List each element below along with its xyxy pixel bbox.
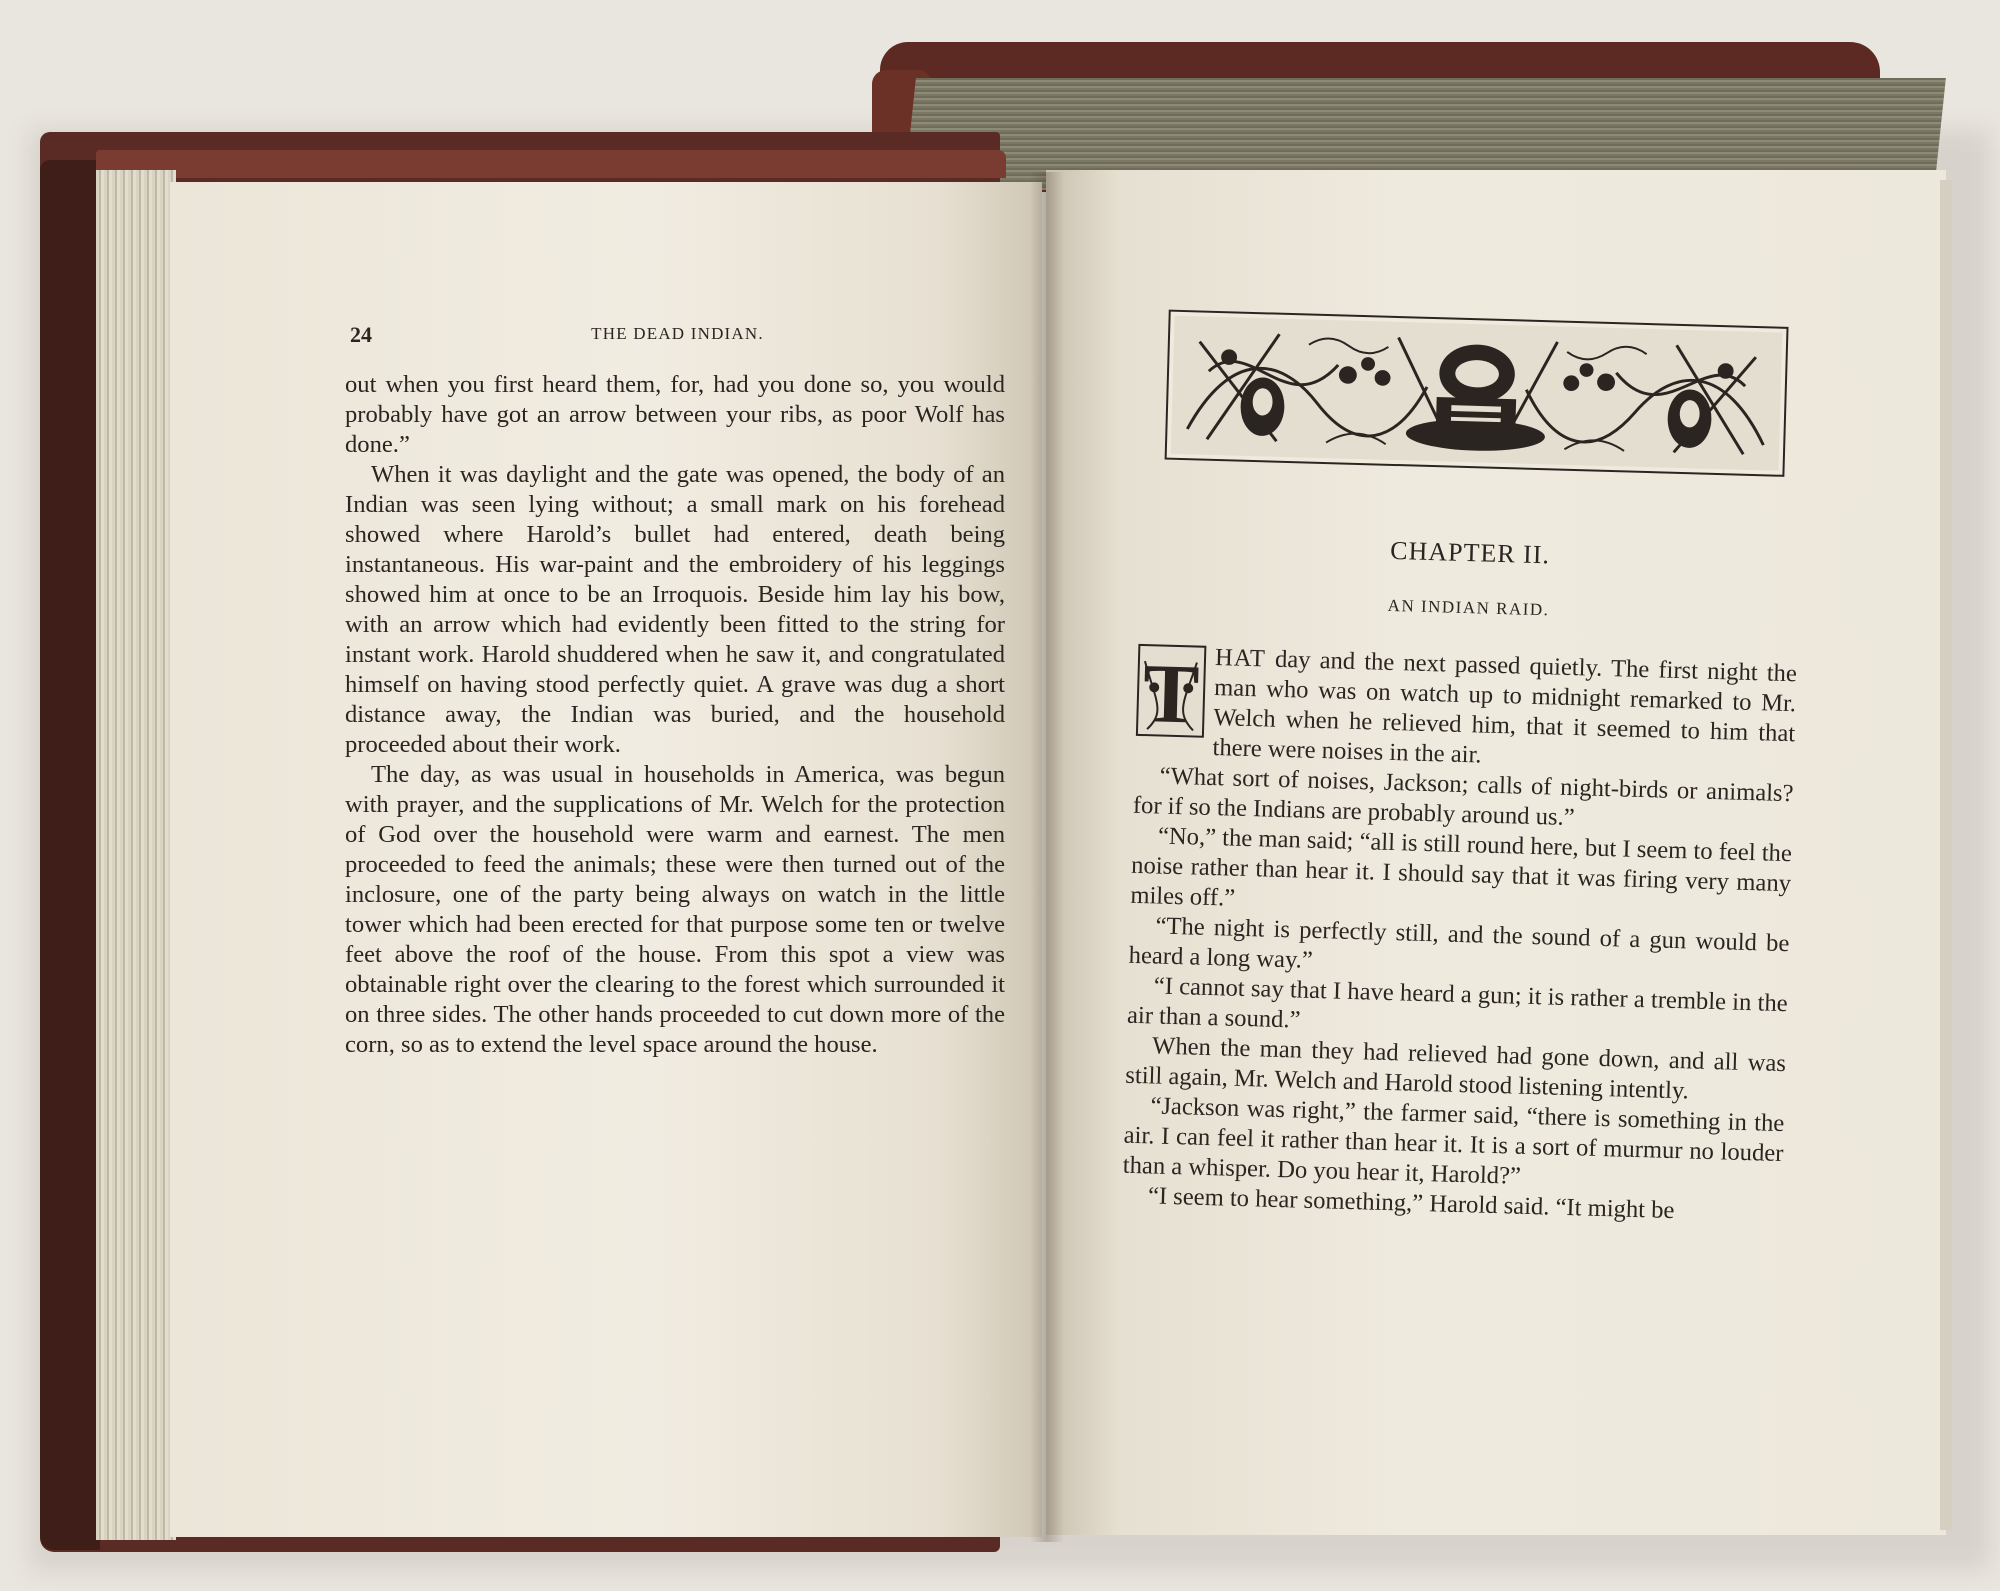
drop-cap-letter: T bbox=[1141, 647, 1201, 739]
chapter-title: CHAPTER II. bbox=[1389, 535, 1551, 570]
page-number: 24 bbox=[350, 322, 372, 347]
first-paragraph bbox=[1212, 643, 1797, 779]
chapter-subtitle: AN INDIAN RAID. bbox=[1387, 595, 1550, 620]
left-page-body bbox=[345, 370, 1005, 1060]
paragraph: “What sort of noises, Jackson; calls of night-birds or animals? for if so the Indians are probably around us.” bbox=[1132, 762, 1794, 832]
left-page-edges bbox=[96, 170, 176, 1540]
first-paragraph-text: day and the next passed quietly. The first night the man who was on watch up to midnight remarked to Mr. Welch when he relieved him, that it seemed to him that there were noises in the air. bbox=[1212, 645, 1798, 769]
book-gutter bbox=[1030, 172, 1064, 1542]
right-page-body bbox=[1122, 641, 1798, 1229]
paragraph: “I cannot say that I have heard a gun; it is rather a tremble in the air than a sound.” bbox=[1126, 972, 1789, 1034]
right-page-outer-edge bbox=[1940, 180, 1952, 1530]
paragraph: The day, as was usual in households in America, was begun with prayer, and the supplications of Mr. Welch for the protection of God over the household were warm and earnest. The men proceeded to feed the animals; these were then turned out of the inclosure, one of the party being always on watch in the little tower which had been erected for that purpose some ten or twelve feet above the roof of the house. From this spot a view was obtainable right over the clearing to the forest which surrounded it on three sides. The other hands proceeded to cut down more of the corn, so as to extend the level space around the house. bbox=[345, 761, 1005, 1058]
left-running-head bbox=[350, 322, 1005, 352]
left-cover-top-edge bbox=[96, 150, 1006, 178]
first-word: HAT bbox=[1214, 644, 1267, 673]
paragraph: out when you first heard them, for, had you done so, you would probably have got an arrow between your ribs, as poor Wolf has done.” bbox=[345, 371, 1005, 458]
paragraph: “No,” the man said; “all is still round here, but I seem to feel the noise rather than hear it. I should say that it was firing very many miles off.” bbox=[1130, 822, 1793, 912]
paragraph: When it was daylight and the gate was opened, the body of an Indian was seen lying without; a small mark on his forehead showed where Harold’s bullet had entered, death being instantaneous. His war-paint and the embroidery of his leggings showed him at once to be an Irroquois. Beside him lay his bow, with an arrow which had evidently been fitted to the string for instant work. Harold shuddered when he saw it, and congratulated himself on having stood perfectly quiet. A grave was dug a short distance away, the Indian was buried, and the household proceeded about their work. bbox=[345, 461, 1005, 758]
paragraph: “Jackson was right,” the farmer said, “there is something in the air. I can feel it rather than hear it. It is a sort of murmur no louder than a whisper. Do you hear it, Harold?” bbox=[1122, 1092, 1785, 1190]
paragraph: When the man they had relieved had gone down, and all was still again, Mr. Welch and Harold stood listening intently. bbox=[1125, 1032, 1787, 1105]
headpiece-engraving bbox=[1167, 312, 1787, 475]
right-page-content bbox=[1117, 309, 1806, 1377]
left-cover-spine-edge bbox=[40, 160, 100, 1550]
paragraph: “I seem to hear something,” Harold said. “It might be bbox=[1147, 1182, 1675, 1225]
ornamental-headpiece bbox=[1165, 310, 1789, 477]
paragraph: “The night is perfectly still, and the sound of a gun would be heard a long way.” bbox=[1128, 912, 1790, 974]
running-head-title: THE DEAD INDIAN. bbox=[591, 324, 764, 343]
